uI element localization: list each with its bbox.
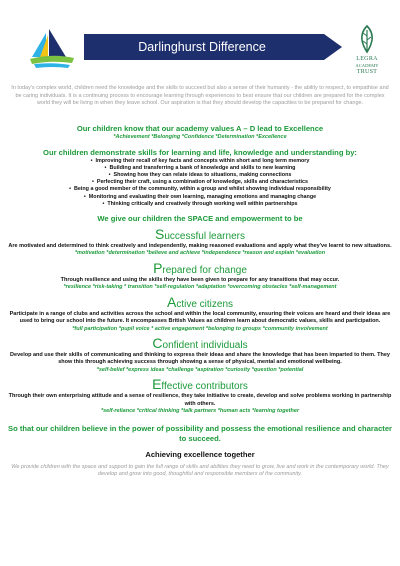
section-title: ffective contributors xyxy=(161,381,248,393)
section-text: Participate in a range of clubs and activities across the school and within the local community, ensuring their voices are heard and their ideas are used to bring our school into the future. It encompasses British Values as children learn about democratic values, skills and participation. xyxy=(9,310,391,325)
logo-text-trust: TRUST xyxy=(356,69,378,75)
skills-heading: Our children demonstrate skills for learning and life, knowledge and understanding by: xyxy=(43,147,357,157)
intro-paragraph: In today's complex world, children need the knowledge and the skills to succeed but also a sense of their humanity - the ability to respect, to empathise and be caring individuals. It is a continuing process to encourage learning through experiences to best ensure that our children are prepared for the complex world they will be living in when they leave school. Our aspiration is that they should develop the capacities to be prepared for change. xyxy=(11,85,389,107)
section-initial: C xyxy=(152,335,163,352)
section-successful-learners xyxy=(8,225,392,258)
section-tags: *full participation *pupil voice * active engagement *belonging to groups *community involvement xyxy=(72,325,328,332)
section-title: onfident individuals xyxy=(162,340,248,352)
section-text: Are motivated and determined to think creatively and independently, making reasoned evaluations and apply what they've learnt to new situations. xyxy=(8,242,392,249)
achieving-excellence-heading: Achieving excellence together xyxy=(145,449,255,459)
sailboat-logo-icon xyxy=(28,27,76,69)
logo-text-legra: LEGRA xyxy=(356,56,378,62)
section-title: uccessful learners xyxy=(164,230,245,242)
section-tags: *self-belief *express ideas *challenge *aspiration *curiosity *question *potential xyxy=(96,366,304,373)
section-prepared-for-change xyxy=(8,259,392,292)
skills-list xyxy=(8,158,392,208)
section-text: Develop and use their skills of communicating and thinking to express their ideas and share the knowledge that has been imparted to them. They show this through achieving success through showing a sense of physical, mental and emotional wellbeing. xyxy=(10,352,390,366)
section-initial: P xyxy=(153,259,163,276)
list-item: • Perfecting their craft, using a combination of knowledge, skills and characteristics xyxy=(8,179,392,186)
section-initial: E xyxy=(152,376,162,393)
section-initial: A xyxy=(166,293,177,310)
section-active-citizens xyxy=(8,293,392,333)
list-item: • Monitoring and evaluating their own learning, managing emotions and managing change xyxy=(8,194,392,201)
list-item: • Improving their recall of key facts and concepts within short and long term memory xyxy=(8,158,392,165)
list-item: • Thinking critically and creatively through working well within partnerships xyxy=(8,201,392,208)
list-item: • Being a good member of the community, within a group and whilst showing individual responsibility xyxy=(8,186,392,193)
section-text: Through resilience and using the skills they have been given to prepare for any transitions that may occur. xyxy=(60,276,340,283)
main-content xyxy=(8,124,392,478)
section-title: ctive citizens xyxy=(176,298,234,310)
section-tags: *self-reliance *critical thinking *talk partners *human acts *learning together xyxy=(100,408,300,415)
section-effective-contributors xyxy=(8,378,392,415)
section-title: repared for change xyxy=(162,264,247,276)
section-tags: *motivation *determination *believe and achieve *independence *reason and explain *evaluation xyxy=(74,250,326,257)
section-text: Through their own enterprising attitude and a sense of resilience, they take initiative to create, develop and solve problems working in partnership with others. xyxy=(8,393,392,407)
outro-paragraph: We provide children with the space and support to gain the full range of skills and abilities they need to grow, live and work in the contemporary world. They develop and grow into good, thoughtful and responsible members of the community. xyxy=(11,463,389,478)
list-item: • Building and transferring a bank of knowledge and skills to new learning xyxy=(8,165,392,172)
logo-text-academy: ACADEMY xyxy=(355,63,379,68)
space-heading: We give our children the SPACE and empowerment to be xyxy=(97,213,303,223)
section-tags: *resilience *risk-taking * transition *self-regulation *adaptation *overcoming obstacles *self-management xyxy=(63,284,337,291)
section-confident-individuals xyxy=(8,337,392,374)
values-list: *Achievement *Belonging *Confidence *Determination *Excellence xyxy=(113,134,287,140)
page-title: Darlinghurst Difference xyxy=(138,40,266,54)
list-item: • Showing how they can relate ideas to situations, making connections xyxy=(8,172,392,179)
legra-tree-icon xyxy=(347,22,387,56)
closing-heading: So that our children believe in the power of possibility and possess the emotional resilience and character to succeed. xyxy=(8,423,393,443)
values-heading: Our children know that our academy values A – D lead to Excellence xyxy=(76,124,324,133)
section-initial: S xyxy=(155,225,165,242)
legra-academy-trust-logo xyxy=(347,22,387,80)
